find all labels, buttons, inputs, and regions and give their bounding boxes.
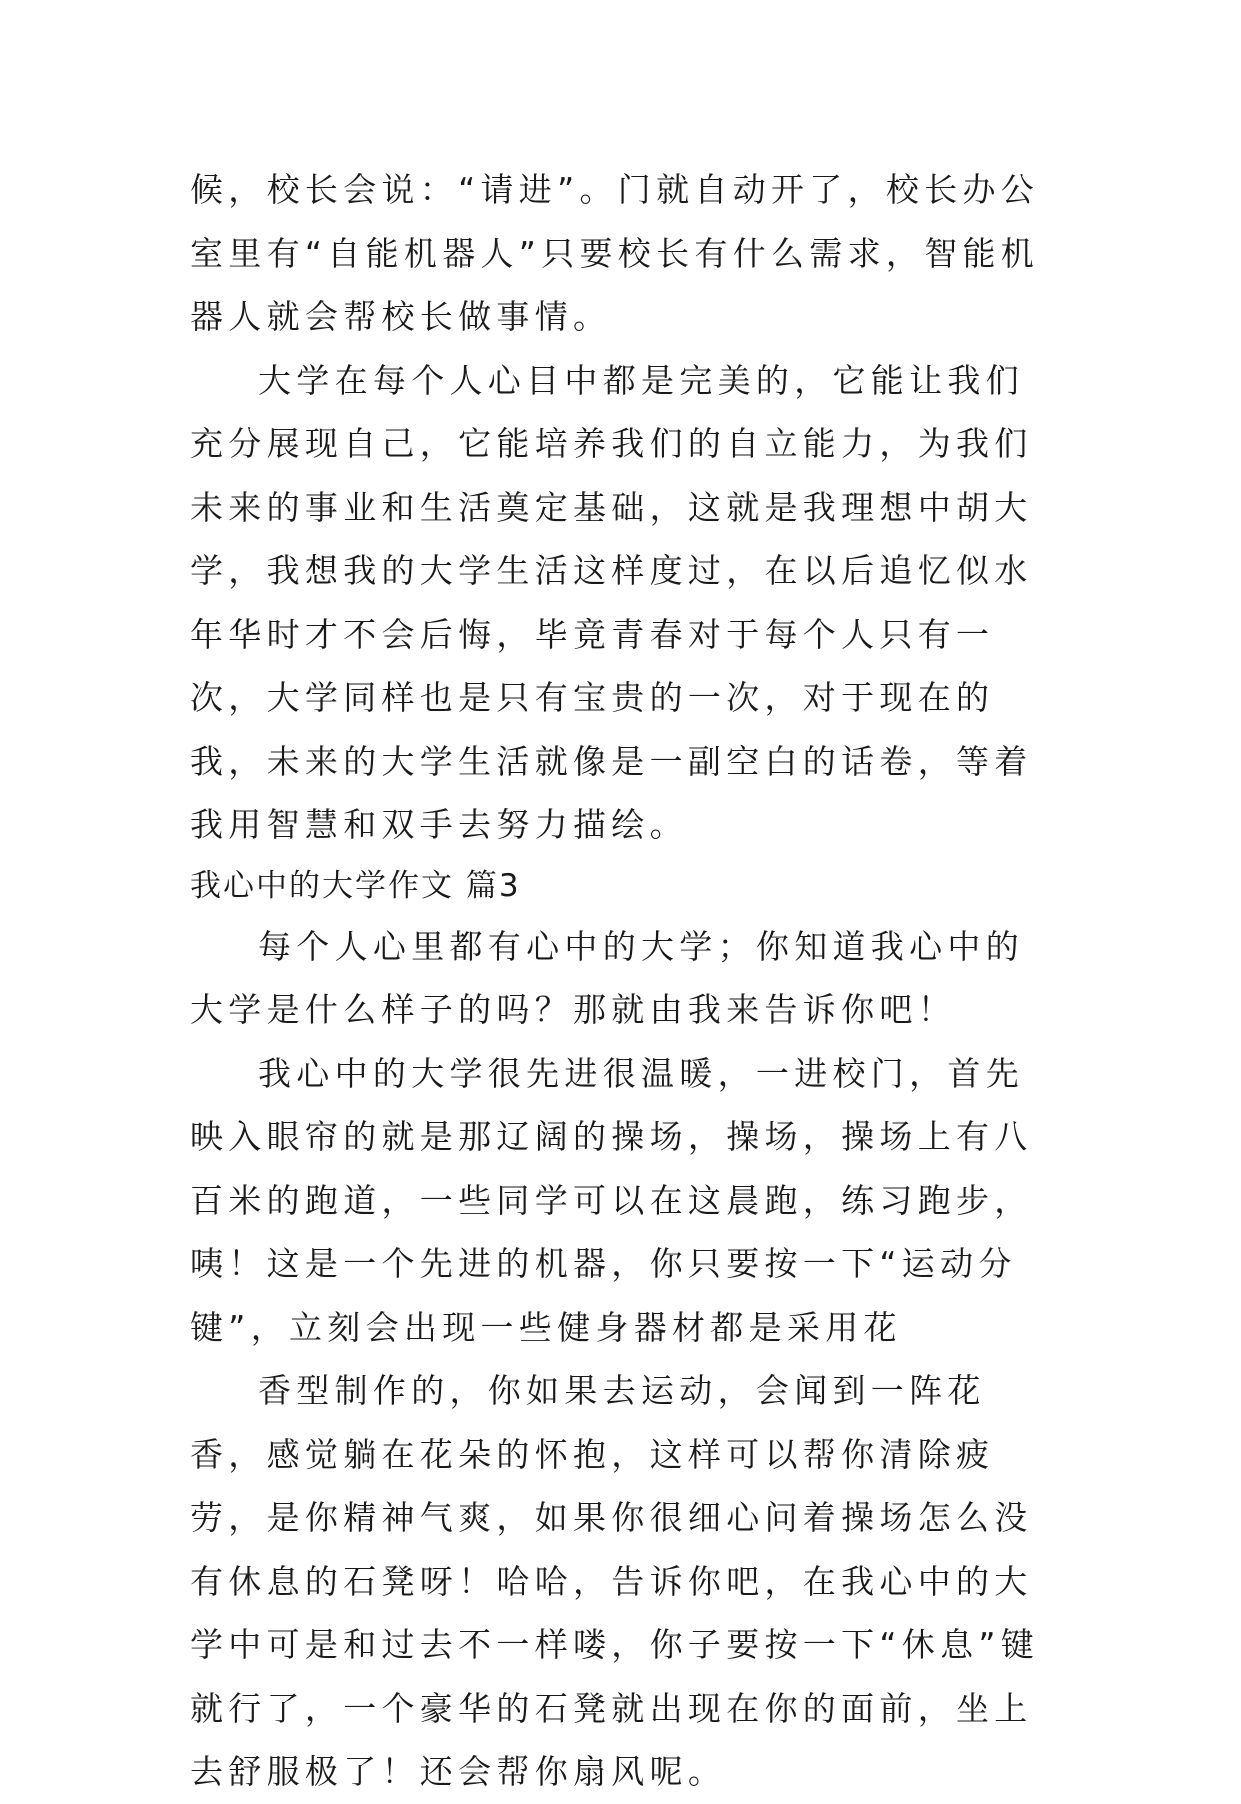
document-page bbox=[190, 158, 1060, 1804]
paragraph: 香型制作的，你如果去运动，会闻到一阵花香，感觉躺在花朵的怀抱，这样可以帮你清除疲劳，是你精神气爽，如果你很细心问着操场怎么没有休息的石凳呀！哈哈，告诉你吧，在我心中的大学中可是和过去不一样喽，你子要按一下“休息”键就行了，一个豪华的石凳就出现在你的面前，坐上去舒服极了！还会帮你扇风呢。 bbox=[190, 1371, 1040, 1791]
paragraph: 候，校长会说：“请进”。门就自动开了，校长办公室里有“自能机器人”只要校长有什么需求，智能机器人就会帮校长做事情。 bbox=[190, 170, 1040, 336]
paragraph: 我心中的大学很先进很温暖，一进校门，首先映入眼帘的就是那辽阔的操场，操场，操场上有八百米的跑道，一些同学可以在这晨跑，练习跑步，咦！这是一个先进的机器，你只要按一下“运动分键”，立刻会出现一些健身器材都是采用花 bbox=[190, 1053, 1033, 1347]
paragraph: 每个人心里都有心中的大学；你知道我心中的大学是什么样子的吗？那就由我来告诉你吧！ bbox=[190, 926, 1024, 1029]
paragraph: 大学在每个人心目中都是完美的，它能让我们充分展现自己，它能培养我们的自立能力，为我们未来的事业和生活奠定基础，这就是我理想中胡大学，我想我的大学生活这样度过，在以后追忆似水年华时才不会后悔，毕竟青春对于每个人只有一次，大学同样也是只有宝贵的一次，对于现在的我，未来的大学生活就像是一副空白的话卷，等着我用智慧和双手去努力描绘。 bbox=[190, 360, 1033, 844]
section-heading: 我心中的大学作文 篇3 bbox=[190, 867, 521, 904]
